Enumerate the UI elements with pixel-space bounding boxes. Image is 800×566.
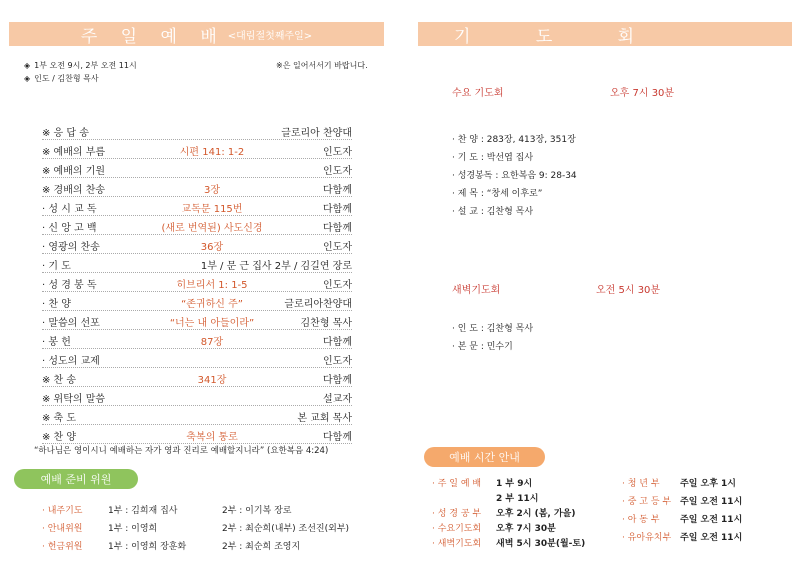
order-item-name: · 말씀의 선포 [42, 318, 100, 329]
order-item-name: · 기 도 [42, 261, 71, 272]
prayer-title: 기 도 회 [454, 26, 665, 47]
order-item-leader: 다함께 [323, 185, 352, 196]
order-item-content: 341장 [197, 375, 227, 386]
order-row [42, 425, 352, 444]
order-item-leader: 다함께 [323, 375, 352, 386]
order-item-leader: 다함께 [323, 432, 352, 443]
dawn-title: 새벽기도회 [452, 285, 501, 296]
schedule-label: · 유아유치부 [622, 533, 672, 543]
schedule-value: 새벽 5시 30분(월-토) [496, 539, 586, 549]
order-item-content: 시편 141: 1-2 [179, 147, 245, 158]
schedule-value: 주일 오후 1시 [680, 479, 736, 489]
diamond-icon: ◈ [24, 61, 31, 70]
order-row [42, 159, 352, 178]
standing-note: ※은 일어서서기 바랍니다. [276, 61, 368, 70]
order-item-name: ※ 경배의 찬송 [42, 185, 106, 196]
schedule-label: · 성 경 공 부 [432, 509, 482, 519]
order-item-leader: 인도자 [323, 166, 352, 177]
committee-title-pill: 예배 준비 위원 [14, 469, 138, 489]
wednesday-title: 수요 기도회 [452, 88, 504, 99]
schedule-label: · 아 동 부 [622, 515, 660, 525]
wednesday-detail-line: · 성경봉독 : 요한복음 9: 28-34 [452, 171, 577, 181]
order-item-leader: 인도자 [323, 242, 352, 253]
schedule-label: · 청 년 부 [622, 479, 660, 489]
order-row [42, 406, 352, 425]
schedule-value: 오후 7시 30분 [496, 524, 556, 534]
worship-title: 주 일 예 배 [80, 26, 226, 47]
order-row [42, 368, 352, 387]
wednesday-detail-line: · 설 교 : 김찬형 목사 [452, 207, 534, 217]
order-item-name: ※ 축 도 [42, 413, 77, 424]
order-item-leader: 다함께 [323, 223, 352, 234]
service-leader: ◈ 인도 / 김찬형 목사 [24, 74, 99, 83]
schedule-value: 오후 2시 (봄, 가을) [496, 509, 576, 519]
schedule-row [622, 476, 736, 489]
order-row [42, 311, 352, 330]
committee-second-service: 2부 : 최순희 조영지 [222, 542, 301, 552]
dawn-time: 오전 5시 30분 [596, 285, 661, 296]
schedule-row [432, 476, 532, 489]
order-item-name: ※ 응 답 송 [42, 128, 89, 139]
order-item-content: “너는 내 아들이라” [169, 318, 255, 329]
diamond-icon: ◈ [24, 74, 31, 83]
wednesday-detail-line: · 찬 양 : 283장, 413장, 351장 [452, 135, 576, 145]
order-item-leader: 인도자 [323, 356, 352, 367]
order-item-name: ※ 예배의 부름 [42, 147, 106, 158]
order-item-name: ※ 위탁의 말씀 [42, 394, 106, 405]
schedule-row [622, 494, 742, 507]
order-item-leader: 김찬형 목사 [300, 318, 352, 329]
order-row [42, 254, 352, 273]
worship-subtitle: <대림절첫째주일> [227, 30, 313, 42]
schedule-label: · 새벽기도회 [432, 539, 482, 549]
committee-first-service: 1부 : 이영희 장훈화 [108, 542, 187, 552]
order-item-name: · 성도의 교제 [42, 356, 100, 367]
order-item-leader: 1부 / 문 근 집사 2부 / 김길연 장로 [200, 261, 352, 272]
committee-first-service: 1부 : 김희재 집사 [108, 506, 178, 516]
wednesday-detail-line: · 기 도 : 박선엽 집사 [452, 153, 534, 163]
order-item-content: 축복의 통로 [186, 432, 238, 443]
schedule-label: · 중 고 등 부 [622, 497, 672, 507]
order-item-name: · 신 앙 고 백 [42, 223, 97, 234]
schedule-row [432, 521, 556, 534]
order-row [42, 387, 352, 406]
order-item-leader: 본 교회 목사 [297, 413, 352, 424]
order-row [42, 178, 352, 197]
committee-second-service: 2부 : 이기복 장로 [222, 506, 292, 516]
order-item-content: “존귀하신 주” [181, 299, 243, 310]
order-row [42, 121, 352, 140]
service-times: ◈ 1부 오전 9시, 2부 오전 11시 [24, 61, 137, 70]
wednesday-detail-line: · 제 목 : “창세 이후로” [452, 189, 543, 199]
scripture-verse: “하나님은 영이시니 예배하는 자가 영과 진리로 예배할지니라” (요한복음 4:24) [34, 446, 329, 456]
order-item-name: ※ 찬 송 [42, 375, 77, 386]
committee-role: · 헌금위원 [42, 542, 83, 552]
schedule-value: 주일 오전 11시 [680, 533, 743, 543]
order-item-leader: 다함께 [323, 337, 352, 348]
committee-second-service: 2부 : 최순희(내부) 조선진(외부) [222, 524, 350, 534]
dawn-detail-line: · 본 문 : 민수기 [452, 342, 513, 352]
worship-header [9, 22, 384, 46]
order-row [42, 349, 352, 368]
order-item-name: · 성 시 교 독 [42, 204, 97, 215]
order-item-content: 36장 [200, 242, 224, 253]
prayer-header [418, 22, 792, 46]
order-item-leader: 다함께 [323, 204, 352, 215]
committee-role: · 안내위원 [42, 524, 83, 534]
order-item-name: ※ 예배의 기원 [42, 166, 106, 177]
order-item-content: (새로 번역된) 사도신경 [161, 223, 263, 234]
order-item-leader: 인도자 [323, 147, 352, 158]
schedule-label: · 수요기도회 [432, 524, 482, 534]
order-item-name: · 봉 헌 [42, 337, 71, 348]
order-row [42, 235, 352, 254]
schedule-value: 2 부 11시 [496, 494, 539, 504]
schedule-row [622, 530, 742, 543]
schedule-value: 1 부 9시 [496, 479, 533, 489]
order-item-content: 3장 [203, 185, 221, 196]
order-row [42, 216, 352, 235]
order-item-content: 87장 [200, 337, 224, 348]
order-item-leader: 글로리아 찬양대 [281, 128, 352, 139]
order-item-content: 히브리서 1: 1-5 [176, 280, 248, 291]
schedule-label: · 주 일 예 배 [432, 479, 482, 489]
wednesday-time: 오후 7시 30분 [610, 88, 675, 99]
order-item-leader: 글로리아찬양대 [284, 299, 352, 310]
schedule-row [622, 512, 742, 525]
order-row [42, 292, 352, 311]
order-item-leader: 인도자 [323, 280, 352, 291]
order-row [42, 273, 352, 292]
committee-first-service: 1부 : 이영희 [108, 524, 158, 534]
order-row [42, 197, 352, 216]
schedule-row [432, 536, 585, 549]
dawn-detail-line: · 인 도 : 김찬형 목사 [452, 324, 534, 334]
order-item-name: · 찬 양 [42, 299, 71, 310]
schedule-value: 주일 오전 11시 [680, 497, 743, 507]
order-item-name: · 영광의 찬송 [42, 242, 100, 253]
order-row [42, 140, 352, 159]
committee-role: · 내주기도 [42, 506, 83, 516]
schedule-row [432, 506, 575, 519]
order-item-content: 교독문 115번 [181, 204, 243, 215]
schedule-title-pill: 예배 시간 안내 [424, 447, 545, 467]
schedule-row [432, 491, 538, 504]
schedule-value: 주일 오전 11시 [680, 515, 743, 525]
order-item-name: · 성 경 봉 독 [42, 280, 97, 291]
order-item-leader: 설교자 [323, 394, 352, 405]
order-row [42, 330, 352, 349]
order-item-name: ※ 찬 양 [42, 432, 77, 443]
